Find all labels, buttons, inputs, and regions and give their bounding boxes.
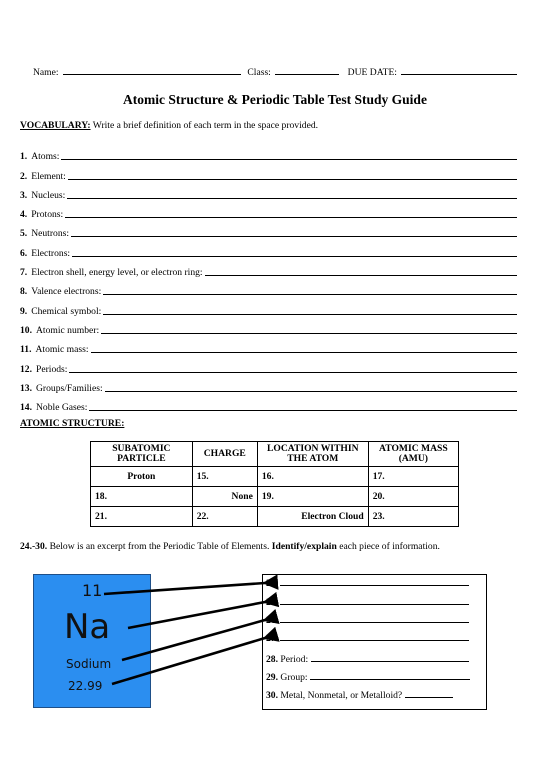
question-item xyxy=(266,653,469,665)
table-cell[interactable]: 15. xyxy=(192,467,257,487)
vocab-answer-line[interactable] xyxy=(89,401,517,411)
vocab-item xyxy=(20,201,517,220)
vocab-answer-line[interactable] xyxy=(69,363,517,373)
name-label: Name: xyxy=(33,67,59,78)
question-item xyxy=(266,689,453,701)
question-text: Period: xyxy=(280,654,309,665)
table-header-location: LOCATION WITHIN THE ATOM xyxy=(257,442,368,467)
table-row xyxy=(91,467,459,487)
vocab-answer-line[interactable] xyxy=(65,208,517,218)
vocab-number: 11. xyxy=(20,344,32,356)
question-number: 25. xyxy=(266,597,278,608)
question-answer-line[interactable] xyxy=(280,596,469,605)
vocab-term: Groups/Families: xyxy=(36,382,103,394)
question-item xyxy=(266,614,469,626)
vocabulary-heading: VOCABULARY: xyxy=(20,120,91,131)
vocabulary-heading-row xyxy=(20,120,318,131)
vocab-answer-line[interactable] xyxy=(103,285,517,295)
vocab-number: 13. xyxy=(20,382,32,394)
vocab-answer-line[interactable] xyxy=(103,305,517,315)
periodic-intro xyxy=(20,541,440,552)
vocab-number: 10. xyxy=(20,324,32,336)
tile-symbol: Na xyxy=(64,607,111,647)
vocab-item xyxy=(20,355,517,374)
vocab-number: 1. xyxy=(20,151,28,163)
vocab-term: Valence electrons: xyxy=(31,286,102,298)
name-field[interactable] xyxy=(63,66,241,75)
vocab-item xyxy=(20,336,517,355)
vocab-answer-line[interactable] xyxy=(101,324,517,334)
atomic-structure-heading-row xyxy=(20,418,124,429)
vocab-number: 9. xyxy=(20,305,28,317)
vocab-answer-line[interactable] xyxy=(71,227,517,237)
vocab-item xyxy=(20,278,517,297)
intro-text-a: Below is an excerpt from the Periodic Table of Elements. xyxy=(49,541,270,552)
vocab-item xyxy=(20,259,517,278)
tile-atomic-number: 11 xyxy=(82,581,103,600)
question-item xyxy=(266,632,469,644)
question-answer-line[interactable] xyxy=(280,614,469,623)
table-cell[interactable]: 17. xyxy=(368,467,458,487)
vocab-answer-line[interactable] xyxy=(68,170,517,180)
table-row xyxy=(91,487,459,507)
question-answer-line[interactable] xyxy=(310,671,470,680)
vocab-answer-line[interactable] xyxy=(72,247,517,257)
vocab-number: 12. xyxy=(20,363,32,375)
vocab-item xyxy=(20,220,517,239)
vocab-term: Electrons: xyxy=(31,247,71,259)
vocab-term: Atoms: xyxy=(31,151,60,163)
vocabulary-instruction: Write a brief definition of each term in the space provided. xyxy=(92,120,319,131)
atomic-structure-table xyxy=(90,441,459,527)
due-date-label: DUE DATE: xyxy=(347,67,397,78)
table-cell: Proton xyxy=(91,467,193,487)
vocab-number: 4. xyxy=(20,209,28,221)
table-cell[interactable]: 23. xyxy=(368,507,458,527)
due-date-field[interactable] xyxy=(401,66,517,75)
vocab-answer-line[interactable] xyxy=(105,382,517,392)
atomic-structure-heading: ATOMIC STRUCTURE: xyxy=(20,418,125,429)
vocab-term: Noble Gases: xyxy=(36,402,88,414)
element-tile xyxy=(33,574,151,708)
table-row xyxy=(91,507,459,527)
table-header-particle: SUBATOMIC PARTICLE xyxy=(91,442,193,467)
question-number: 26. xyxy=(266,615,278,626)
vocab-answer-line[interactable] xyxy=(205,266,517,276)
vocab-item xyxy=(20,239,517,258)
vocab-number: 14. xyxy=(20,402,32,414)
tile-name: Sodium xyxy=(66,657,112,671)
table-cell[interactable]: 20. xyxy=(368,487,458,507)
vocab-term: Electron shell, energy level, or electron ring: xyxy=(31,267,203,279)
vocab-term: Chemical symbol: xyxy=(31,305,102,317)
intro-text-b: each piece of information. xyxy=(339,541,440,552)
question-number: 30. xyxy=(266,690,278,701)
table-cell: Electron Cloud xyxy=(257,507,368,527)
vocab-number: 2. xyxy=(20,170,28,182)
header-fields xyxy=(33,66,517,78)
vocab-term: Nucleus: xyxy=(31,189,66,201)
tile-mass: 22.99 xyxy=(68,679,103,693)
table-cell[interactable]: 22. xyxy=(192,507,257,527)
table-cell: None xyxy=(192,487,257,507)
page-title: Atomic Structure & Periodic Table Test Study Guide xyxy=(123,92,427,107)
class-label: Class: xyxy=(247,67,271,78)
vocab-answer-line[interactable] xyxy=(91,343,518,353)
question-answer-line[interactable] xyxy=(280,577,469,586)
vocab-number: 8. xyxy=(20,286,28,298)
vocab-item xyxy=(20,375,517,394)
vocab-number: 5. xyxy=(20,228,28,240)
vocab-term: Atomic mass: xyxy=(35,344,89,356)
question-answer-line[interactable] xyxy=(405,689,453,698)
table-cell[interactable]: 18. xyxy=(91,487,193,507)
vocab-item xyxy=(20,182,517,201)
question-answer-line[interactable] xyxy=(280,632,469,641)
question-item xyxy=(266,671,470,683)
question-text: Group: xyxy=(280,672,308,683)
question-item xyxy=(266,596,469,608)
table-cell[interactable]: 19. xyxy=(257,487,368,507)
class-field[interactable] xyxy=(275,66,339,75)
question-answer-line[interactable] xyxy=(311,653,469,662)
vocab-answer-line[interactable] xyxy=(67,189,517,199)
question-text: Metal, Nonmetal, or Metalloid? xyxy=(280,690,403,701)
question-item xyxy=(266,577,469,589)
vocab-term: Element: xyxy=(31,170,66,182)
intro-number: 24.-30. xyxy=(20,541,48,552)
question-number: 24. xyxy=(266,578,278,589)
table-header-mass: ATOMIC MASS (AMU) xyxy=(368,442,458,467)
vocab-number: 7. xyxy=(20,267,28,279)
question-number: 28. xyxy=(266,654,278,665)
table-header-charge: CHARGE xyxy=(192,442,257,467)
vocab-item xyxy=(20,394,517,413)
vocab-term: Protons: xyxy=(31,209,64,221)
vocab-answer-line[interactable] xyxy=(61,150,517,160)
vocab-number: 6. xyxy=(20,247,28,259)
vocab-term: Neutrons: xyxy=(31,228,70,240)
intro-bold: Identify/explain xyxy=(271,541,337,552)
question-number: 27. xyxy=(266,633,278,644)
table-cell[interactable]: 16. xyxy=(257,467,368,487)
vocab-item xyxy=(20,162,517,181)
vocabulary-list xyxy=(20,143,517,413)
table-cell[interactable]: 21. xyxy=(91,507,193,527)
vocab-number: 3. xyxy=(20,189,28,201)
vocab-item xyxy=(20,297,517,316)
vocab-item xyxy=(20,317,517,336)
vocab-item xyxy=(20,143,517,162)
vocab-term: Periods: xyxy=(36,363,68,375)
vocab-term: Atomic number: xyxy=(36,324,100,336)
question-number: 29. xyxy=(266,672,278,683)
